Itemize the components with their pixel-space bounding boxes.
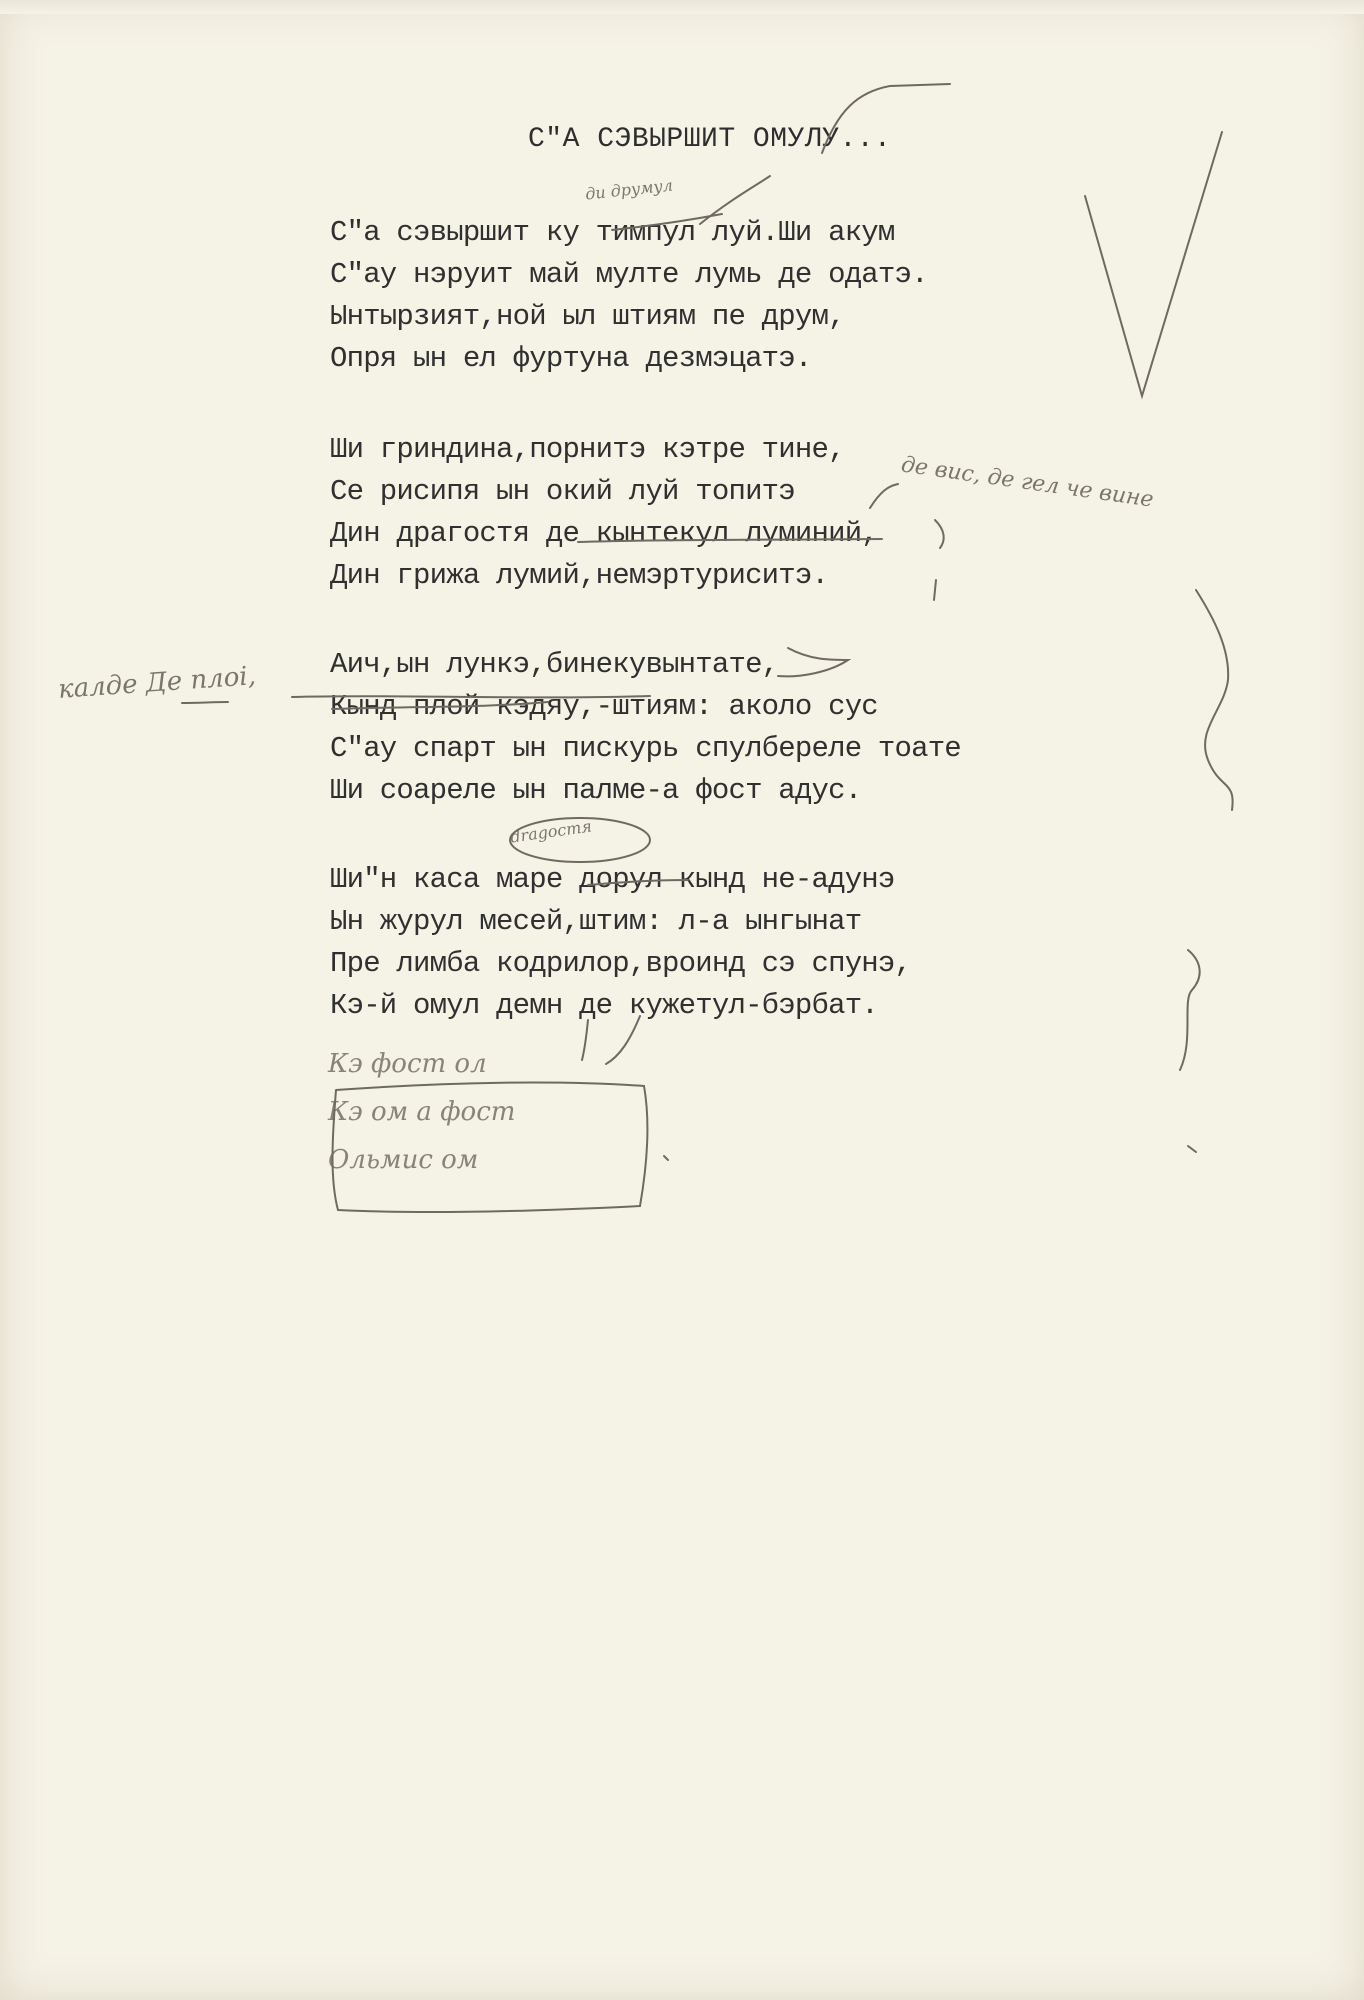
strike-mark <box>612 214 722 230</box>
pencil-stroke <box>700 176 770 224</box>
pencil-stroke <box>1196 590 1233 810</box>
pencil-stroke <box>934 580 936 600</box>
strike-mark <box>292 696 650 697</box>
poem-line: Дин драгостя де кынтекул луминий, <box>330 517 878 550</box>
poem-line: Опря ын ел фуртуна дезмэцатэ. <box>330 342 812 375</box>
pencil-stroke <box>182 702 228 703</box>
pencil-circle <box>510 818 650 862</box>
poem-line: Се рисипя ын окий луй топитэ <box>330 475 795 508</box>
pencil-stroke <box>935 520 944 548</box>
pencil-stroke <box>778 648 848 676</box>
poem-line: С"а сэвыршит ку тимпул луй.Ши акум <box>330 216 895 249</box>
poem-title: С"А СЭВЫРШИТ ОМУЛУ... <box>528 124 892 155</box>
poem-line: С"ау спарт ын пискурь спулбереле тоате <box>330 732 961 765</box>
strike-mark <box>332 702 548 709</box>
poem-line: Ши гриндина,порнитэ кэтре тине, <box>330 433 845 466</box>
poem-line: Кынд плой кэдяу,-штиям: аколо сус <box>330 690 878 723</box>
signature-line: Кэ фост ол <box>328 1049 487 1079</box>
margin-note-left: калде Де плоі, <box>57 661 257 705</box>
poem-line: Ын журул месей,штим: л-а ынгынат <box>330 905 862 938</box>
poem-line: Ши соареле ын палме-а фост адус. <box>330 774 862 807</box>
poem-line: Ынтырзият,ной ыл штиям пе друм, <box>330 300 845 333</box>
poem-line: Ши"н каса маре дорул кынд не-адунэ <box>330 863 895 896</box>
signature-line: Кэ ом а фост <box>328 1097 516 1127</box>
strike-mark <box>588 880 688 885</box>
poem-line: Кэ-й омул демн де кужетул-бэрбат. <box>330 989 878 1022</box>
pencil-stroke <box>664 1156 668 1160</box>
interlinear-note: drаgостя <box>509 816 593 847</box>
pencil-stroke <box>606 1016 640 1064</box>
pencil-stroke <box>333 1083 648 1213</box>
pencil-stroke <box>582 1020 588 1060</box>
signature-line: Ольмис ом <box>328 1145 479 1175</box>
interlinear-note: ди друмул <box>584 175 674 204</box>
poem-line: Дин грижа лумий,немэртуриситэ. <box>330 559 829 592</box>
strike-mark <box>578 539 882 542</box>
poem-line: Аич,ын лункэ,бинекувынтате, <box>330 648 779 681</box>
margin-note-right: де вис, де гел че вине <box>899 452 1156 513</box>
poem-line: С"ау нэруит май мулте лумь де одатэ. <box>330 258 928 291</box>
check-mark <box>1085 132 1222 396</box>
pencil-stroke <box>870 484 898 508</box>
pencil-stroke <box>1180 950 1200 1070</box>
pencil-stroke <box>1188 1146 1196 1152</box>
pencil-stroke <box>822 84 950 153</box>
poem-line: Пре лимба кодрилор,вроинд сэ спунэ, <box>330 947 912 980</box>
